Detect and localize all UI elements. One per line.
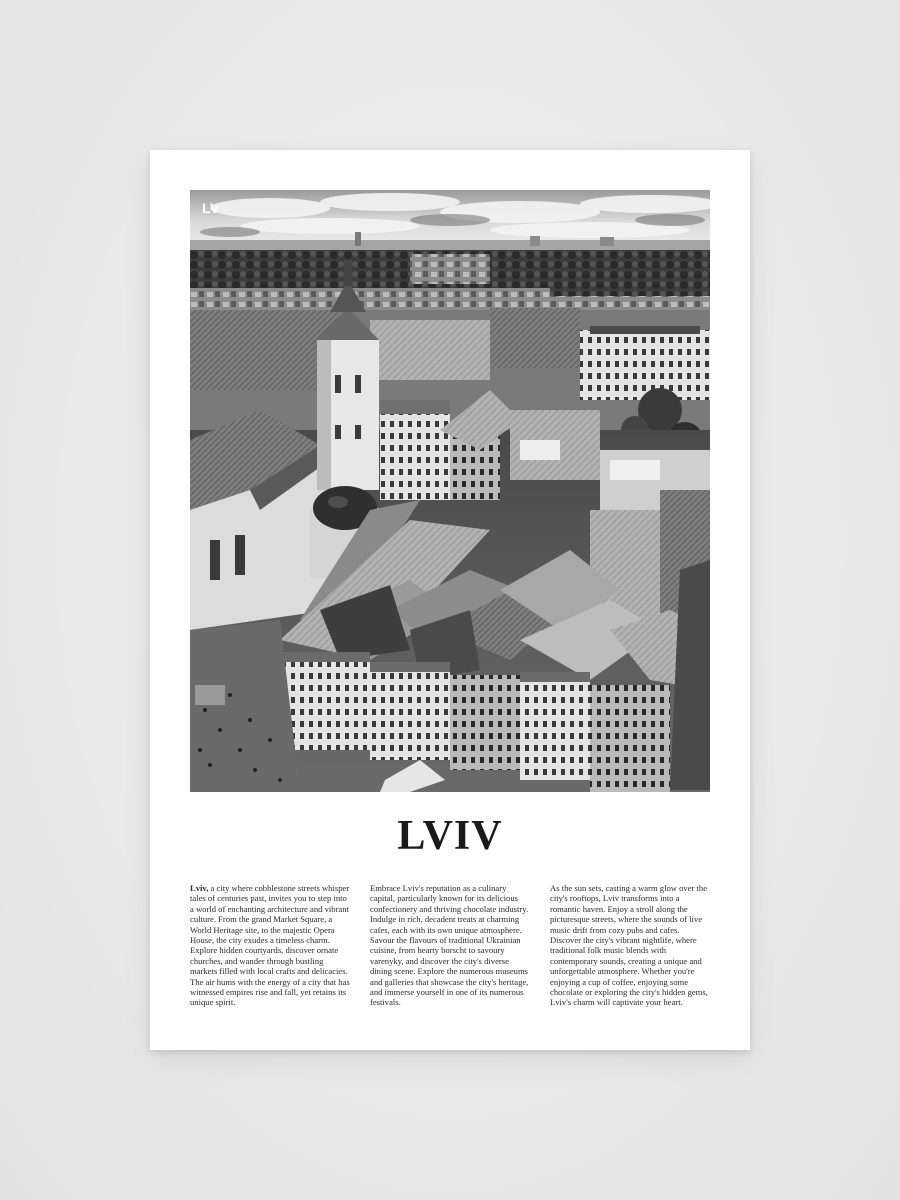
city-aerial-photo-icon xyxy=(190,190,710,792)
column-text: Embrace Lviv's reputation as a culinary capital, particularly known for its delicious confectionery and thriving chocolate industry. Indulge in rich, decadent treats at charming cafes, each with its own unique atmosphere. Savour the flavours of traditional Ukrainian cuisine, from hearty borscht to savoury varenyky, and discover the city's diverse dining scene. Explore the numerous museums and galleries that showcase the city's heritage, and immerse yourself in one of its numerous festivals. xyxy=(370,883,529,1008)
text-column-3 xyxy=(550,883,712,1008)
column-lead: Lviv, xyxy=(190,883,209,893)
column-text: a city where cobblestone streets whisper tales of centuries past, invites you to step into a world of enchanting architecture and vibrant culture. From the grand Market Square, a World Heritage site, to the majestic Opera House, the city exudes a timeless charm. Explore hidden courtyards, discover ornate churches, and wander through bustling markets filled with local crafts and delicacies. The air hums with the energy of a city that has witnessed empires rise and fall, yet retains its unique spirit. xyxy=(190,883,350,1008)
poster xyxy=(150,150,750,1050)
text-column-1 xyxy=(190,883,352,1008)
column-text: As the sun sets, casting a warm glow over the city's rooftops, Lviv transforms into a romantic haven. Enjoy a stroll along the picturesque streets, where the sounds of live music drift from cozy pubs and cafes. Discover the city's vibrant nightlife, where traditional folk music blends with contemporary sounds, creating a unique and unforgettable atmosphere. Whether you're enjoying a cup of coffee, enjoying some chocolate or exploring the city's hidden gems, Lviv's charm will captivate your heart. xyxy=(550,883,708,1008)
city-aerial-photo xyxy=(190,190,710,792)
poster-title: LVIV xyxy=(397,813,503,859)
text-column-2 xyxy=(370,883,532,1008)
country-code-label: LV xyxy=(202,200,220,216)
